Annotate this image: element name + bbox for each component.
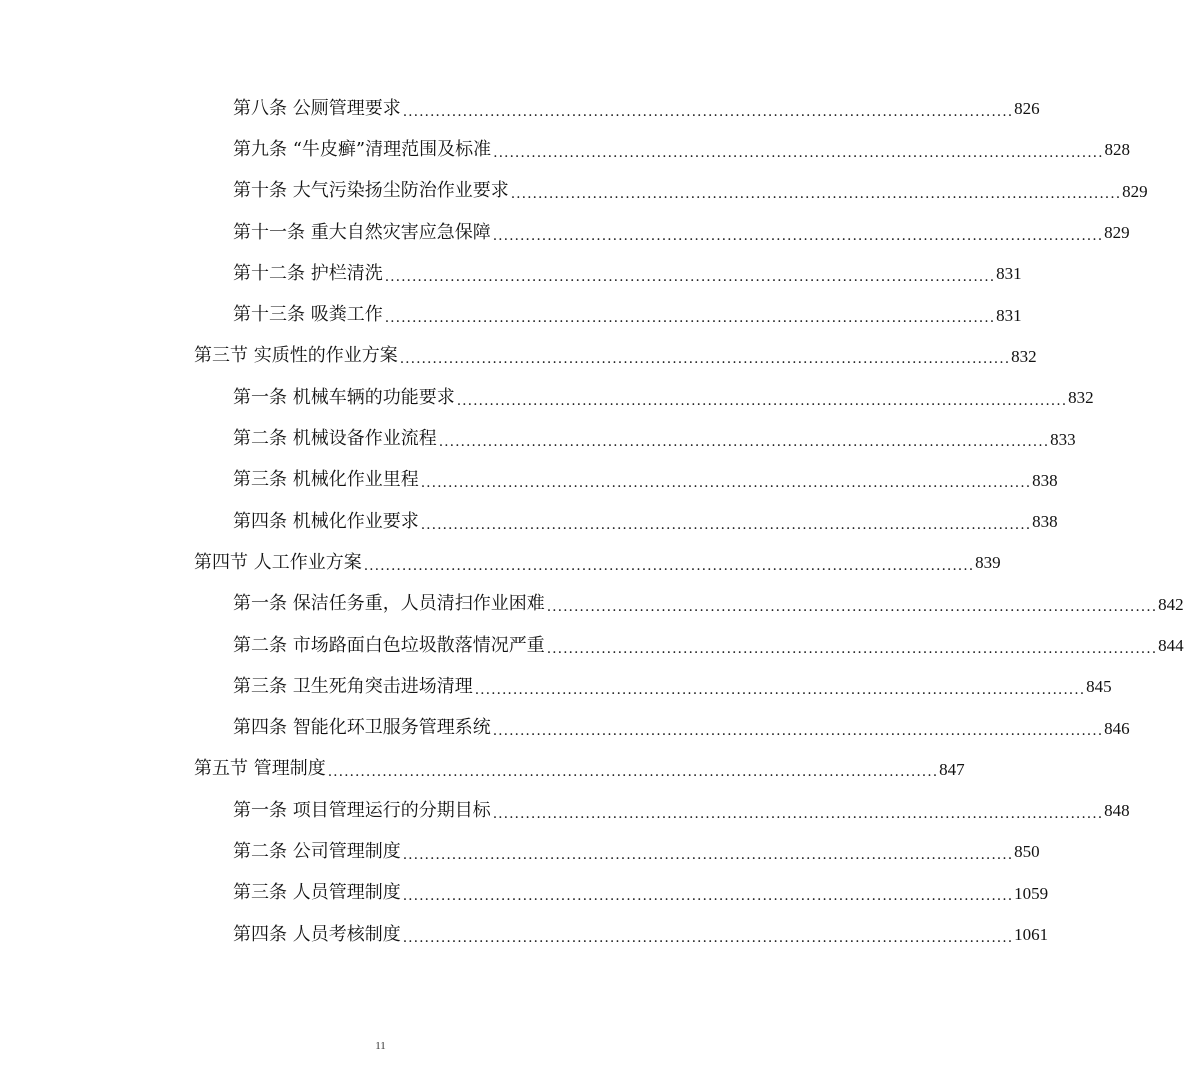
toc-row[interactable] (0, 88, 1040, 129)
toc-entry-page: 838 (1032, 470, 1058, 490)
toc-leader-dots: ................................................................................................................ (546, 640, 1158, 657)
toc-entry-title: 第十二条 护栏清洗 (233, 262, 383, 284)
toc-row[interactable] (0, 749, 965, 790)
toc-entry-page: 833 (1050, 429, 1076, 449)
toc-leader-dots: ................................................................................................................ (402, 103, 1014, 120)
toc-entry-page: 829 (1104, 223, 1130, 243)
toc-entry-page: 832 (1011, 346, 1037, 366)
toc-row[interactable] (0, 666, 1112, 707)
toc-entry-title: 第二条 公司管理制度 (233, 840, 401, 862)
toc-entry-title: 第三条 机械化作业里程 (233, 469, 419, 491)
table-of-contents (0, 88, 1184, 955)
toc-entry-page: 832 (1068, 388, 1094, 408)
toc-entry-title: 第八条 公厕管理要求 (233, 97, 401, 119)
toc-entry-title: 第三条 人员管理制度 (233, 882, 401, 904)
toc-row[interactable] (0, 584, 1184, 625)
toc-row[interactable] (0, 625, 1184, 666)
toc-leader-dots: ................................................................................................................ (510, 186, 1122, 203)
toc-entry-title: 第三条 卫生死角突击进场清理 (233, 675, 473, 697)
toc-leader-dots: ................................................................................................................ (327, 764, 939, 781)
toc-entry-page: 845 (1086, 677, 1112, 697)
toc-row[interactable] (0, 253, 1022, 294)
toc-entry-title: 第五节 管理制度 (194, 758, 326, 780)
toc-entry-title: 第十条 大气污染扬尘防治作业要求 (233, 180, 509, 202)
toc-entry-page: 826 (1014, 99, 1040, 119)
toc-row[interactable] (0, 294, 1022, 335)
toc-row[interactable] (0, 707, 1130, 748)
toc-entry-title: 第一条 机械车辆的功能要求 (233, 386, 455, 408)
toc-row[interactable] (0, 873, 1049, 914)
toc-row[interactable] (0, 171, 1148, 212)
toc-leader-dots: ................................................................................................................ (363, 557, 975, 574)
toc-row[interactable] (0, 790, 1130, 831)
toc-entry-title: 第四节 人工作业方案 (194, 551, 362, 573)
toc-entry-page: 850 (1014, 842, 1040, 862)
toc-entry-title: 第三节 实质性的作业方案 (194, 345, 398, 367)
toc-entry-title: 第二条 市场路面白色垃圾散落情况严重 (233, 634, 545, 656)
toc-entry-page: 838 (1032, 512, 1058, 532)
toc-leader-dots: ................................................................................................................ (402, 929, 1014, 946)
toc-entry-page: 839 (975, 553, 1001, 573)
toc-entry-title: 第十一条 重大自然灾害应急保障 (233, 221, 491, 243)
toc-leader-dots: ................................................................................................................ (492, 723, 1104, 740)
toc-entry-title: 第四条 智能化环卫服务管理系统 (233, 717, 491, 739)
toc-row[interactable] (0, 418, 1076, 459)
toc-leader-dots: ................................................................................................................ (420, 475, 1032, 492)
toc-entry-page: 848 (1104, 801, 1130, 821)
toc-row[interactable] (0, 460, 1058, 501)
toc-leader-dots: ................................................................................................................ (492, 805, 1104, 822)
toc-entry-page: 831 (996, 305, 1022, 325)
toc-row[interactable] (0, 542, 1001, 583)
toc-entry-page: 846 (1104, 718, 1130, 738)
toc-leader-dots: ................................................................................................................ (384, 310, 996, 327)
toc-row[interactable] (0, 336, 1037, 377)
toc-entry-page: 829 (1122, 181, 1148, 201)
toc-leader-dots: ................................................................................................................ (438, 434, 1050, 451)
toc-leader-dots: ................................................................................................................ (474, 681, 1086, 698)
toc-entry-page: 1061 (1014, 925, 1049, 945)
toc-row[interactable] (0, 129, 1131, 170)
toc-entry-page: 828 (1104, 140, 1131, 160)
toc-entry-page: 842 (1158, 594, 1184, 614)
toc-entry-title: 第一条 项目管理运行的分期目标 (233, 799, 491, 821)
toc-entry-title: 第十三条 吸粪工作 (233, 304, 383, 326)
page-number: 11 (375, 1040, 386, 1052)
toc-leader-dots: ................................................................................................................ (384, 268, 996, 285)
toc-leader-dots: ................................................................................................................ (402, 846, 1014, 863)
toc-row[interactable] (0, 212, 1130, 253)
toc-leader-dots: ................................................................................................................ (546, 599, 1158, 616)
toc-entry-page: 847 (939, 759, 965, 779)
toc-entry-page: 1059 (1014, 883, 1049, 903)
toc-entry-title: 第九条 “牛皮癣”清理范围及标准 (233, 138, 492, 160)
toc-entry-title: 第一条 保洁任务重，人员清扫作业困难 (233, 593, 545, 615)
toc-entry-page: 844 (1158, 636, 1184, 655)
toc-leader-dots: ................................................................................................................ (399, 351, 1011, 368)
toc-leader-dots: ................................................................................................................ (402, 888, 1014, 905)
toc-leader-dots: ................................................................................................................ (420, 516, 1032, 533)
toc-row[interactable] (0, 377, 1094, 418)
toc-leader-dots: ................................................................................................................ (456, 392, 1068, 409)
toc-row[interactable] (0, 914, 1049, 955)
toc-leader-dots: ................................................................................................................ (493, 144, 1104, 161)
toc-entry-title: 第四条 机械化作业要求 (233, 510, 419, 532)
toc-row[interactable] (0, 831, 1040, 872)
toc-leader-dots: ................................................................................................................ (492, 227, 1104, 244)
toc-entry-page: 831 (996, 264, 1022, 284)
toc-entry-title: 第二条 机械设备作业流程 (233, 428, 437, 450)
toc-entry-title: 第四条 人员考核制度 (233, 923, 401, 945)
toc-row[interactable] (0, 501, 1058, 542)
